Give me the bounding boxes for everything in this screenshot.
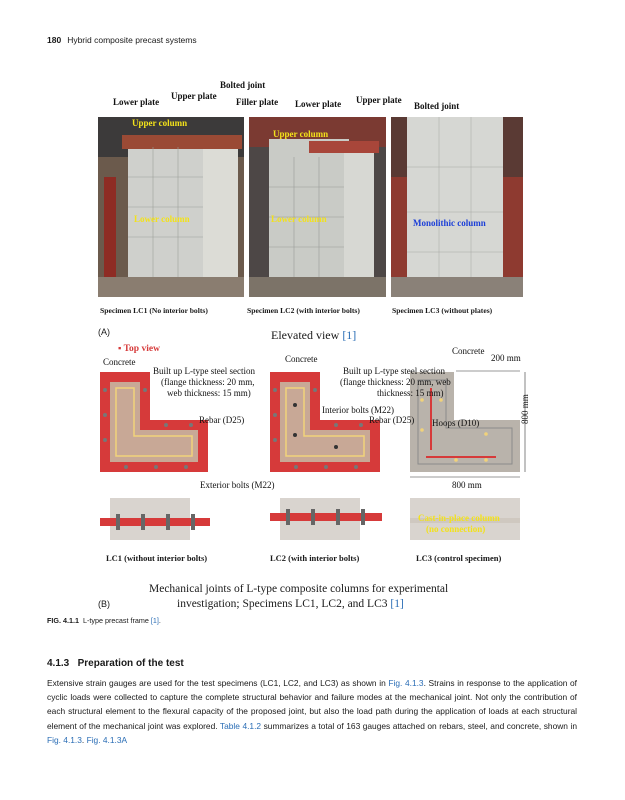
note-lsection-1-line: Built up L-type steel section (153, 366, 255, 376)
note-interior-bolts: Interior bolts (M22) (322, 405, 394, 415)
para-text-4: . (81, 734, 87, 745)
drawing-title-text: Elevated view (271, 328, 343, 342)
note-lsection-2-line: (flange thickness: 20 mm, web (340, 377, 451, 387)
label-upper-plate-1: Upper plate (171, 91, 217, 101)
figure-caption-end: . (158, 616, 161, 625)
drawing-caption-lc1: LC1 (without interior bolts) (106, 553, 208, 563)
overlay-monolithic-column: Monolithic column (413, 218, 486, 228)
top-view-label (118, 344, 160, 354)
note-dim-800-v: 800 mm (520, 394, 530, 424)
para-text-1: Extensive strain gauges are used for the test specimens (LC1, LC2, and LC3) as shown in (47, 678, 389, 688)
para-text-3: summarizes a total of 163 gauges attached on rebars, steel, and concrete, shown in (261, 720, 577, 731)
note-rebar-1: Rebar (D25) (199, 415, 245, 425)
section-title: Preparation of the test (77, 658, 184, 669)
photo-lc2 (249, 117, 386, 297)
note-hoops: Hoops (D10) (432, 418, 480, 428)
overlay-lower-column-1: Lower column (134, 214, 190, 224)
subcaption-line-2 (149, 597, 448, 612)
photo-caption-lc1: Specimen LC1 (No interior bolts) (100, 306, 208, 315)
label-bolted-joint-1: Bolted joint (220, 80, 266, 90)
section-heading (47, 658, 184, 669)
running-title: Hybrid composite precast systems (67, 35, 197, 45)
note-lsection-1 (153, 366, 255, 399)
panel-label-a: (A) (98, 327, 110, 337)
top-view-text: Top view (123, 344, 160, 354)
note-lsection-1-line: (flange thickness: 20 mm, (161, 377, 255, 387)
figure-caption-label: FIG. 4.1.1 (47, 616, 79, 625)
drawing-title (271, 328, 356, 343)
bullet-icon: ▪ (118, 344, 122, 354)
subcaption-line-2-text: investigation; Specimens LC1, LC2, and LC3 (177, 598, 391, 610)
figure-caption-ref[interactable]: [1] (150, 616, 159, 625)
photo-lc3 (391, 117, 523, 297)
note-concrete-1: Concrete (103, 357, 136, 367)
ref-fig-4-1-3a[interactable]: Fig. 4.1.3A (86, 734, 128, 745)
note-cast-in-place-line: (no connection) (426, 524, 486, 534)
note-concrete-2: Concrete (285, 354, 318, 364)
drawing-caption-lc2: LC2 (with interior bolts) (270, 553, 360, 563)
lc2-elevation (270, 498, 382, 540)
label-upper-plate-2: Upper plate (356, 95, 402, 105)
section-number: 4.1.3 (47, 658, 70, 669)
note-lsection-2 (340, 366, 451, 399)
photo-lc1-image (98, 117, 244, 297)
body-paragraph (47, 676, 577, 747)
photo-lc1 (98, 117, 244, 297)
overlay-lower-column-2: Lower column (271, 214, 327, 224)
note-cast-in-place-line: Cast-in-place column (418, 513, 500, 523)
ref-fig-4-1-3[interactable]: Fig. 4.1.3 (47, 734, 82, 745)
page-number: 180 (47, 35, 62, 45)
ref-fig-4-1-3[interactable]: Fig. 4.1.3 (388, 678, 424, 688)
label-lower-plate-1: Lower plate (113, 97, 160, 107)
note-lsection-2-line: Built up L-type steel section (343, 366, 445, 376)
note-lsection-2-line: thickness: 15 mm) (377, 388, 444, 398)
note-dim-200: 200 mm (491, 353, 521, 363)
note-cast-in-place (418, 513, 500, 535)
para-text-2: . Strains in response to the application of cyclic loads were collected to capture the complete structural behavior and failure modes at the mechanical joint. Not only the contribution of each structural element to the flexural capacity of the proposed joint, but also the load path during the application of loads at each structural element of the mechanical joint was explored. (47, 678, 577, 731)
label-filler-plate: Filler plate (236, 97, 279, 107)
photo-lc3-image (391, 117, 523, 297)
ref-table-4-1-2[interactable]: Table 4.1.2 (219, 720, 262, 731)
drawing-caption-lc3: LC3 (control specimen) (416, 553, 502, 563)
running-header (47, 35, 197, 45)
lc1-elevation (100, 498, 210, 540)
photo-caption-lc3: Specimen LC3 (without plates) (392, 306, 493, 315)
note-lsection-1-line: web thickness: 15 mm) (167, 388, 251, 398)
panel-label-b: (B) (98, 599, 110, 609)
figure-caption (47, 616, 161, 625)
subcaption-line-1: Mechanical joints of L-type composite columns for experimental (149, 583, 449, 595)
figure-caption-text: L-type precast frame (82, 616, 151, 625)
label-bolted-joint-2: Bolted joint (414, 101, 460, 111)
photo-caption-lc2: Specimen LC2 (with interior bolts) (247, 306, 360, 315)
overlay-upper-column-2: Upper column (273, 129, 329, 139)
note-rebar-2: Rebar (D25) (369, 415, 415, 425)
note-dim-800-h: 800 mm (452, 480, 482, 490)
note-exterior-bolts: Exterior bolts (M22) (200, 480, 275, 490)
overlay-upper-column-1: Upper column (132, 118, 188, 128)
photo-lc2-image (249, 117, 386, 297)
note-concrete-3: Concrete (452, 346, 485, 356)
label-lower-plate-2: Lower plate (295, 99, 342, 109)
subcaption-ref[interactable]: [1] (390, 598, 404, 610)
drawing-title-ref[interactable]: [1] (342, 328, 357, 342)
drawing-subcaption (149, 582, 448, 612)
